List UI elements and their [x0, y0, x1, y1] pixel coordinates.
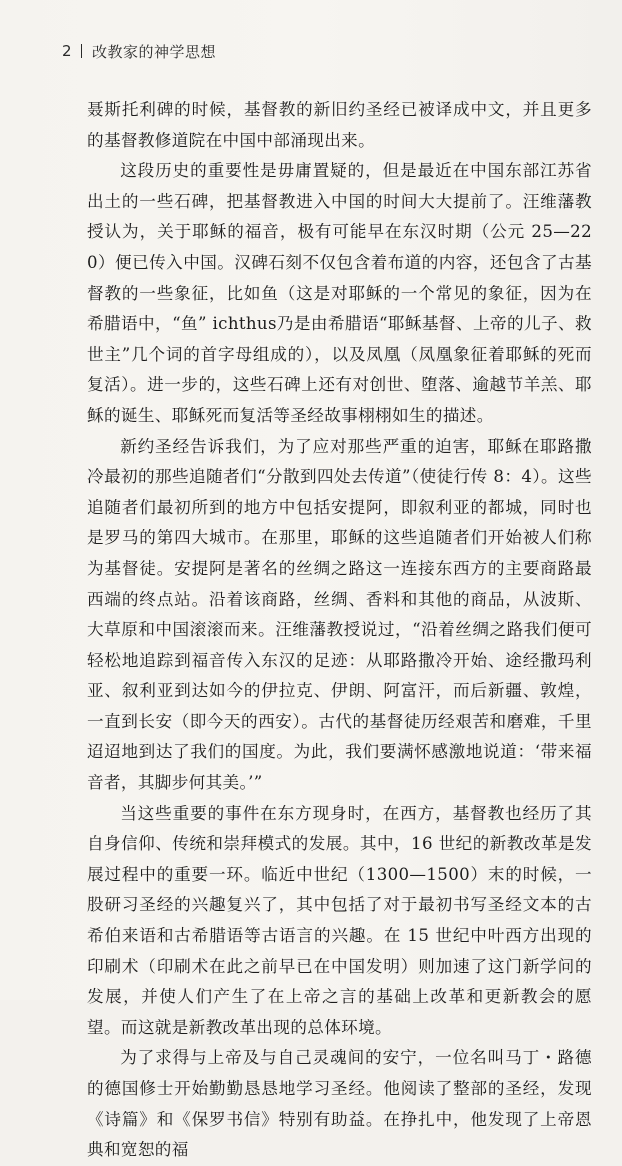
book-title: 改教家的神学思想 [92, 42, 217, 61]
header-separator [81, 44, 83, 58]
paragraph-silk-road: 新约圣经告诉我们，为了应对那些严重的迫害，耶稣在耶路撒冷最初的那些追随者们“分散到四处去传道”（使徒行传 8：4）。这些追随者们最初所到的地方中包括安提阿，即叙利亚的都城，同时也是罗马的第四大城市。在那里，耶稣的这些追随者们开始被人们称为基督徒。安提阿是著名的丝绸之路这一连接东西方的主要商路最西端的终点站。沿着该商路，丝绸、香料和其他的商品，从波斯、大草原和中国滚滚而来。汪维藩教授说过，“沿着丝绸之路我们便可轻松地追踪到福音传入东汉的足迹：从耶路撒冷开始、途经撒玛利亚、叙利亚到达如今的伊拉克、伊朗、阿富汗，而后新疆、敦煌，一直到长安（即今天的西安）。古代的基督徒历经艰苦和磨难，千里迢迢地到达了我们的国度。为此，我们要满怀感激地说道：‘带来福音者，其脚步何其美。’” [87, 436, 592, 793]
paragraph-han-stele: 这段历史的重要性是毋庸置疑的，但是最近在中国东部江苏省出土的一些石碑，把基督教进入中国的时间大大提前了。汪维藩教授认为，关于耶稣的福音，极有可能早在东汉时期（公元 25—220）便已传入中国。汉碑石刻不仅包含着布道的内容，还包含了古基督教的一些象征，比如鱼（这是对耶稣的一个常见的象征，因为在希腊语中，“鱼” ichthus乃是由希腊语“耶稣基督、上帝的儿子、救世主”几个词的首字母组成的），以及凤凰（凤凰象征着耶稣的死而复活）。进一步的，这些石碑上还有对创世、堕落、逾越节羊羔、耶稣的诞生、耶稣死而复活等圣经故事栩栩如生的描述。 [87, 161, 592, 425]
body-text [87, 95, 592, 1160]
running-header [62, 40, 216, 62]
page-number: 2 [62, 42, 72, 60]
paragraph-luther: 为了求得与上帝及与自己灵魂间的安宁，一位名叫马丁・路德的德国修士开始勤勤恳恳地学习圣经。他阅读了整部的圣经，发现《诗篇》和《保罗书信》特别有助益。在挣扎中，他发现了上帝恩典和宽恕的福 [87, 1048, 592, 1160]
paragraph-reformation: 当这些重要的事件在东方现身时，在西方，基督教也经历了其自身信仰、传统和崇拜模式的发展。其中，16 世纪的新教改革是发展过程中的重要一环。临近中世纪（1300—1500）末的时候，一股研习圣经的兴趣复兴了，其中包括了对于最初书写圣经文本的古希伯来语和古希腊语等古语言的兴趣。在 15 世纪中叶西方出现的印刷术（印刷术在此之前早已在中国发明）则加速了这门新学问的发展，并使人们产生了在上帝之言的基础上改革和更新教会的愿望。而这就是新教改革出现的总体环境。 [87, 803, 592, 1037]
paragraph-continuation: 聂斯托利碑的时候，基督教的新旧约圣经已被译成中文，并且更多的基督教修道院在中国中部涌现出来。 [87, 100, 592, 150]
